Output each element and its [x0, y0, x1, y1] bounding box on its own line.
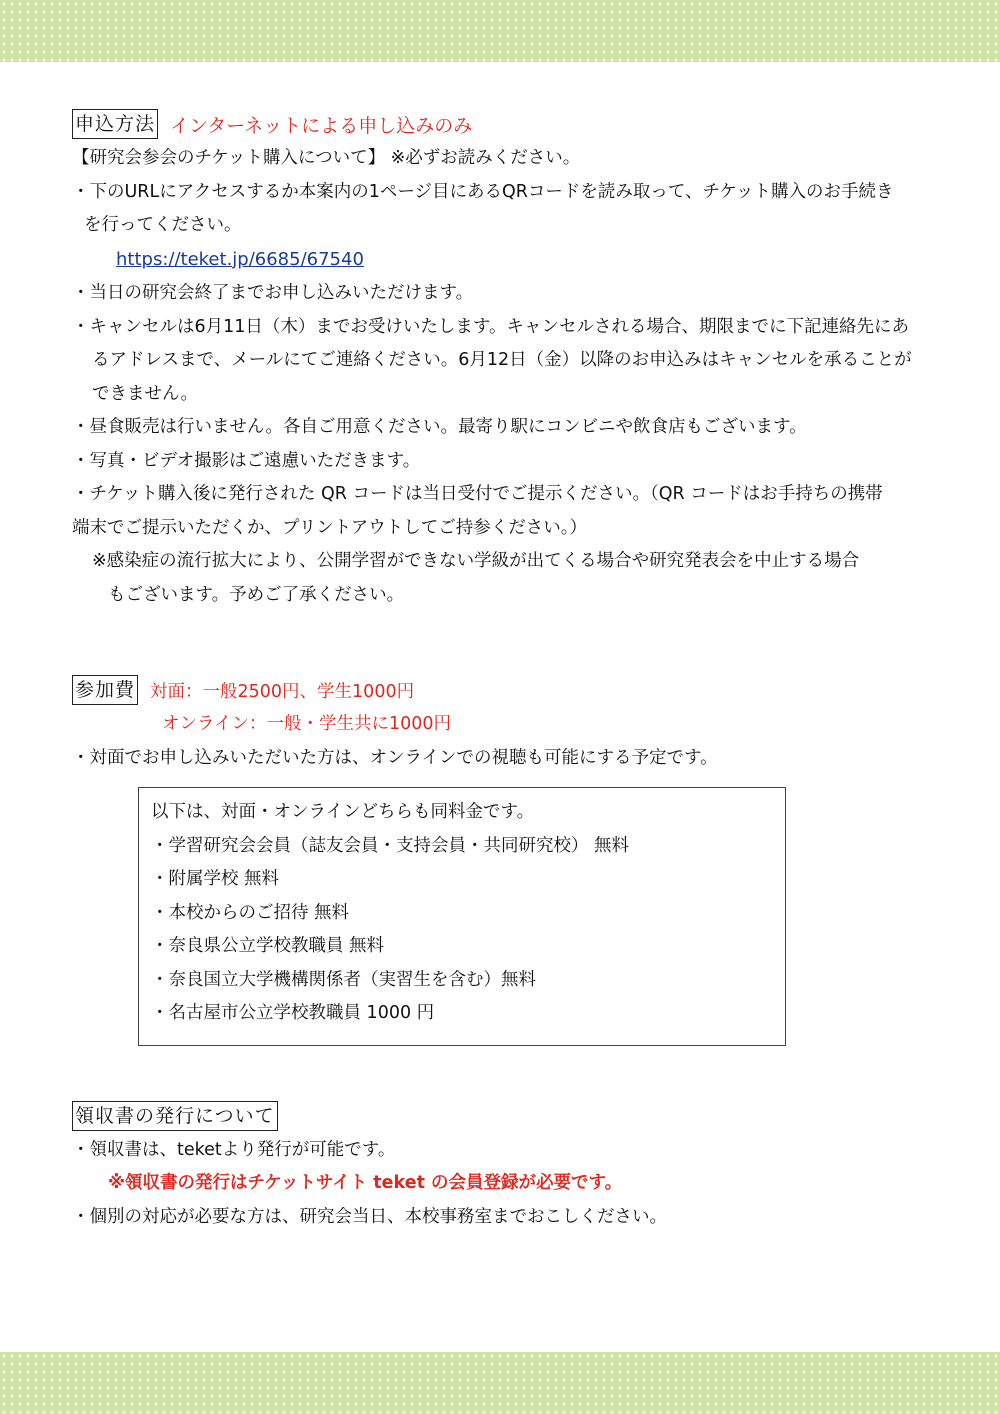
fee-box-item: ・名古屋市公立学校教職員 1000 円 — [151, 1003, 435, 1023]
spacer — [72, 775, 942, 787]
fee-note: ・対面でお申し込みいただいた方は、オンラインでの視聴も可能にする予定です。 — [72, 747, 718, 768]
spacer — [72, 1046, 942, 1098]
document-body — [72, 106, 942, 1234]
ticket-url-link[interactable]: https://teket.jp/6685/67540 — [116, 248, 364, 270]
apply-line-cancel-2: るアドレスまで、メールにてご連絡ください。6月12日（金）以降のお申込みはキャンセルを承ることが — [92, 350, 912, 370]
receipt-section-label: 領収書の発行について — [72, 1101, 278, 1131]
fee-box-item: ・奈良県公立学校教職員 無料 — [151, 936, 385, 956]
apply-line-cancel-1: ・キャンセルは6月11日（木）までお受けいたします。キャンセルされる場合、期限までに下記連絡先にあ — [72, 316, 909, 337]
apply-line-qr-2: 端末でご提示いただくか、プリントアウトしてご持参ください。） — [72, 517, 588, 538]
apply-section-header — [72, 106, 942, 142]
apply-line-qr-1: ・チケット購入後に発行された QR コードは当日受付でご提示ください。（QR コードはお手持ちの携帯 — [72, 484, 883, 504]
apply-line-notice-2: もございます。予めご了承ください。 — [108, 584, 405, 605]
receipt-section-header — [72, 1098, 942, 1134]
fee-box-item: ・附属学校 無料 — [151, 869, 280, 889]
receipt-line-1: ・領収書は、teketより発行が可能です。 — [72, 1139, 396, 1160]
apply-line-notice-1: ※感染症の流行拡大により、公開学習ができない学級が出てくる場合や研究発表会を中止する場合 — [92, 551, 860, 571]
bottom-decorative-band — [0, 1352, 1000, 1414]
apply-method-note: インターネットによる申し込みのみ — [170, 114, 473, 137]
fee-online: オンライン：一般・学生共に1000円 — [162, 714, 452, 734]
apply-line-url-instruction: ・下のURLにアクセスするか本案内の1ページ目にあるQRコードを読み取って、チケット購入のお手続き — [72, 181, 894, 202]
top-decorative-band — [0, 0, 1000, 62]
apply-line-url-instruction-cont: を行ってください。 — [84, 215, 242, 235]
fee-exemption-box — [138, 787, 786, 1046]
receipt-line-3: ・個別の対応が必要な方は、研究会当日、本校事務室までおこしください。 — [72, 1206, 667, 1227]
ticket-heading: 【研究会参会のチケット購入について】 ※必ずお読みください。 — [72, 148, 581, 168]
fee-section-header — [72, 672, 942, 708]
spacer — [72, 612, 942, 672]
apply-line-lunch: ・昼食販売は行いません。各自ご用意ください。最寄り駅にコンビニや飲食店もございます。 — [72, 417, 807, 437]
fee-box-item: ・本校からのご招待 無料 — [151, 902, 350, 923]
fee-box-item: ・奈良国立大学機構関係者（実習生を含む）無料 — [151, 969, 536, 990]
fee-box-intro: 以下は、対面・オンラインどちらも同料金です。 — [151, 802, 535, 822]
fee-box-item: ・学習研究会会員（誌友会員・支持会員・共同研究校） 無料 — [151, 835, 630, 856]
receipt-warning: ※領収書の発行はチケットサイト teket の会員登録が必要です。 — [108, 1173, 623, 1193]
apply-line-deadline: ・当日の研究会終了までお申し込みいただけます。 — [72, 283, 474, 303]
ticket-url-row — [72, 243, 942, 278]
fee-in-person: 対面：一般2500円、学生1000円 — [150, 681, 415, 702]
apply-line-cancel-3: できません。 — [92, 383, 199, 404]
apply-line-photo: ・写真・ビデオ撮影はご遠慮いただきます。 — [72, 450, 421, 471]
apply-section-label: 申込方法 — [72, 109, 158, 139]
fee-section-label: 参加費 — [72, 675, 138, 705]
